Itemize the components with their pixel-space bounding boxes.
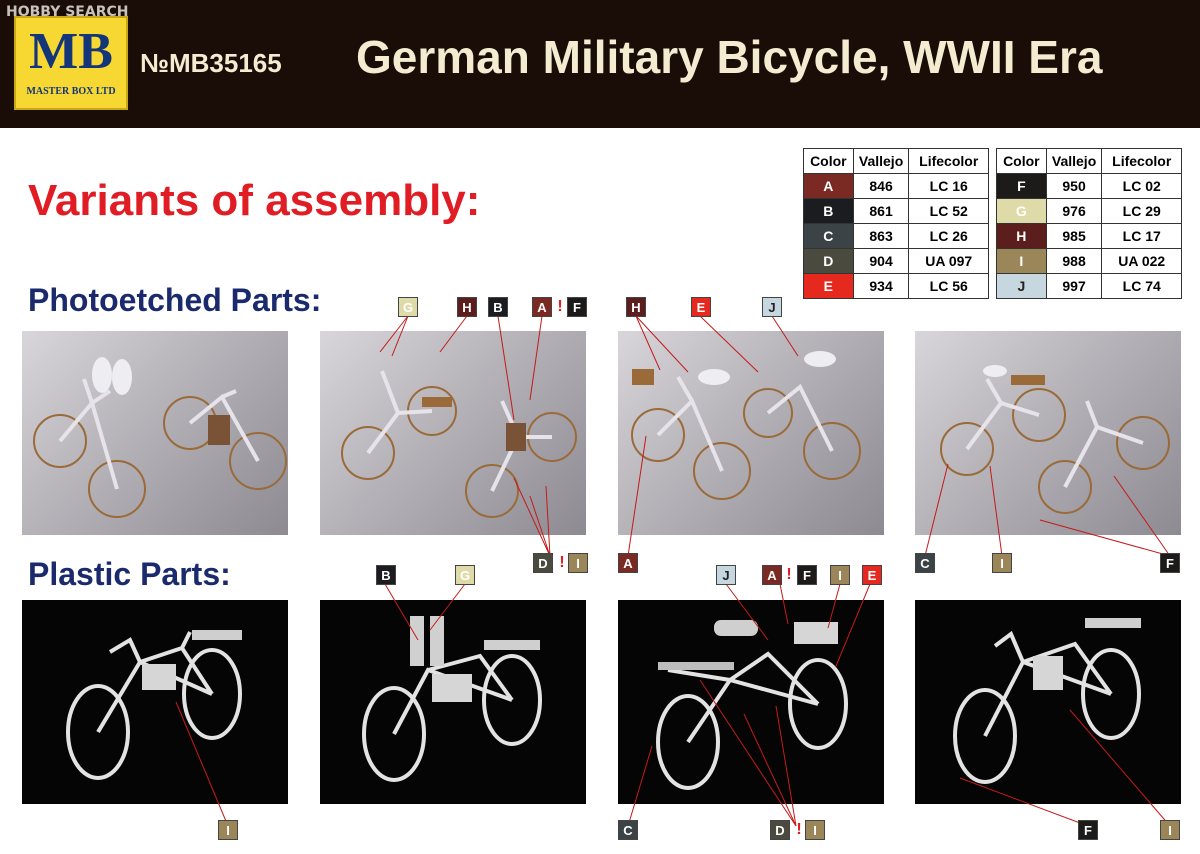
bicycle-illustration: [618, 600, 884, 804]
color-row: [997, 274, 1182, 299]
or-separator: !: [786, 566, 792, 583]
color-swatch: F: [997, 174, 1047, 199]
color-row: [804, 249, 989, 274]
photoetched-heading: Photoetched Parts:: [28, 282, 322, 318]
or-separator: !: [796, 821, 802, 838]
color-tag: F: [1160, 553, 1180, 573]
color-swatch: J: [997, 274, 1047, 299]
lifecolor-code: LC 74: [1102, 274, 1182, 299]
color-swatch: D: [804, 249, 854, 274]
vallejo-code: 934: [853, 274, 909, 299]
color-row: [997, 174, 1182, 199]
color-tag: I: [830, 565, 850, 585]
color-tag: A: [618, 553, 638, 573]
color-swatch: B: [804, 199, 854, 224]
bicycle-illustration: [915, 600, 1181, 804]
or-separator: !: [557, 298, 563, 315]
color-tag: E: [862, 565, 882, 585]
lifecolor-code: LC 02: [1102, 174, 1182, 199]
color-row: [804, 224, 989, 249]
photoetched-variant-3-image: [618, 331, 884, 535]
color-tag: I: [568, 553, 588, 573]
header-banner: [0, 0, 1200, 128]
plastic-variant-1-image: [22, 600, 288, 804]
color-table-left: [803, 148, 989, 299]
bicycle-illustration: [22, 600, 288, 804]
col-header-lifecolor: Lifecolor: [909, 149, 989, 174]
color-tag: G: [455, 565, 475, 585]
color-row: [997, 249, 1182, 274]
variants-heading: Variants of assembly:: [28, 176, 481, 225]
plastic-heading: Plastic Parts:: [28, 556, 231, 592]
watermark: HOBBY SEARCH: [6, 4, 129, 20]
color-tag: A: [532, 297, 552, 317]
lifecolor-code: LC 29: [1102, 199, 1182, 224]
color-tag: C: [618, 820, 638, 840]
vallejo-code: 976: [1046, 199, 1102, 224]
lifecolor-code: LC 26: [909, 224, 989, 249]
col-header-color: Color: [804, 149, 854, 174]
bicycle-illustration: [320, 600, 586, 804]
color-row: [804, 174, 989, 199]
color-table-right: [996, 148, 1182, 299]
vallejo-code: 904: [853, 249, 909, 274]
color-tag: I: [992, 553, 1012, 573]
vallejo-code: 846: [853, 174, 909, 199]
lifecolor-code: LC 17: [1102, 224, 1182, 249]
color-swatch: I: [997, 249, 1047, 274]
color-row: [804, 274, 989, 299]
vallejo-code: 950: [1046, 174, 1102, 199]
vallejo-code: 861: [853, 199, 909, 224]
photoetched-variant-4-image: [915, 331, 1181, 535]
color-swatch: G: [997, 199, 1047, 224]
vallejo-code: 997: [1046, 274, 1102, 299]
color-tag: F: [797, 565, 817, 585]
col-header-color: Color: [997, 149, 1047, 174]
color-row: [997, 224, 1182, 249]
lifecolor-code: UA 022: [1102, 249, 1182, 274]
color-tag: I: [805, 820, 825, 840]
color-tag: H: [457, 297, 477, 317]
bicycle-pair-illustration: [915, 331, 1181, 535]
color-row: [804, 199, 989, 224]
master-box-logo: [14, 16, 128, 110]
logo-main-text: MB: [29, 23, 113, 80]
color-tag: G: [398, 297, 418, 317]
lifecolor-code: LC 56: [909, 274, 989, 299]
color-swatch: A: [804, 174, 854, 199]
lifecolor-code: LC 16: [909, 174, 989, 199]
lifecolor-code: LC 52: [909, 199, 989, 224]
color-swatch: H: [997, 224, 1047, 249]
color-swatch: C: [804, 224, 854, 249]
kit-number: №MB35165: [140, 48, 282, 78]
plastic-variant-4-image: [915, 600, 1181, 804]
color-tag: C: [915, 553, 935, 573]
bicycle-pair-illustration: [320, 331, 586, 535]
color-row: [997, 199, 1182, 224]
page-title: German Military Bicycle, WWII Era: [356, 31, 1103, 83]
color-tag: F: [567, 297, 587, 317]
vallejo-code: 985: [1046, 224, 1102, 249]
vallejo-code: 988: [1046, 249, 1102, 274]
logo-sub-text: MASTER BOX LTD: [26, 86, 116, 97]
col-header-lifecolor: Lifecolor: [1102, 149, 1182, 174]
color-tag: B: [376, 565, 396, 585]
color-tag: D: [770, 820, 790, 840]
color-tag: D: [533, 553, 553, 573]
photoetched-variant-1-image: [22, 331, 288, 535]
color-swatch: E: [804, 274, 854, 299]
color-tag: J: [762, 297, 782, 317]
col-header-vallejo: Vallejo: [853, 149, 909, 174]
color-tag: E: [691, 297, 711, 317]
or-separator: !: [559, 554, 565, 571]
color-tag: B: [488, 297, 508, 317]
col-header-vallejo: Vallejo: [1046, 149, 1102, 174]
color-tag: A: [762, 565, 782, 585]
color-tag: I: [1160, 820, 1180, 840]
bicycle-pair-illustration: [22, 331, 288, 535]
color-tag: H: [626, 297, 646, 317]
plastic-variant-3-image: [618, 600, 884, 804]
color-tag: F: [1078, 820, 1098, 840]
color-tag: I: [218, 820, 238, 840]
bicycle-pair-illustration: [618, 331, 884, 535]
photoetched-variant-2-image: [320, 331, 586, 535]
lifecolor-code: UA 097: [909, 249, 989, 274]
plastic-variant-2-image: [320, 600, 586, 804]
vallejo-code: 863: [853, 224, 909, 249]
color-tag: J: [716, 565, 736, 585]
